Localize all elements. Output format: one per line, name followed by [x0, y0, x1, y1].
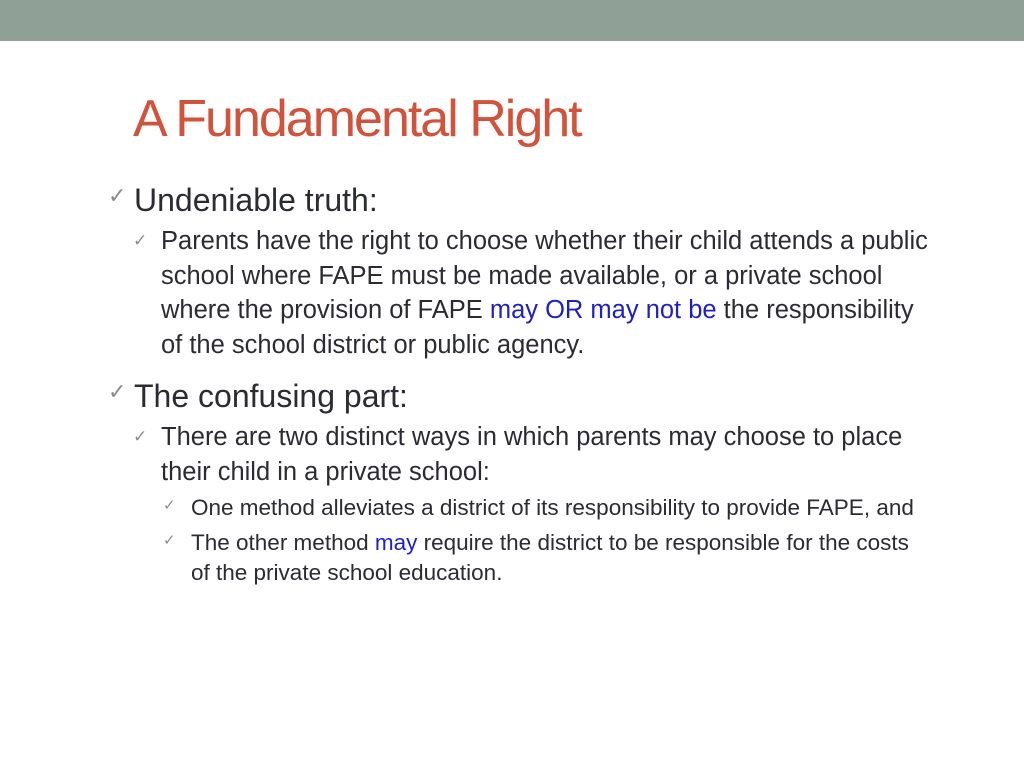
slide-title: A Fundamental Right [133, 90, 581, 148]
bullet-text: Undeniable truth: [134, 182, 378, 218]
checkmark-icon: ✓ [163, 531, 176, 549]
sub-bullet-text: There are two distinct ways in which parents may choose to place their child in a private school: [161, 423, 903, 486]
sub-sub-bullet-text-post: require the district to be responsible for the costs of the private school education. [191, 529, 909, 585]
sub-bullet-text-post: the responsibility of the school district or public agency. [161, 296, 914, 359]
sub-bullet-parents-right [108, 224, 928, 362]
sub-bullet-two-ways [108, 420, 928, 489]
bullet-undeniable-truth [108, 178, 928, 222]
sub-sub-bullet-text-pre: The other method [191, 529, 375, 555]
checkmark-icon: ✓ [163, 497, 176, 514]
sub-sub-bullet-method-two [108, 528, 928, 589]
sub-bullet-text-pre: Parents have the right to choose whether their child attends a public school where FAPE must be made available, or a private school where the provision of FAPE [161, 227, 928, 324]
bullet-text: The confusing part: [134, 378, 408, 414]
checkmark-icon: ✓ [108, 183, 127, 208]
checkmark-icon: ✓ [133, 427, 148, 446]
sub-sub-bullet-text: One method alleviates a district of its responsibility to provide FAPE, and [191, 495, 914, 520]
top-band [0, 0, 1024, 41]
highlighted-text: may [374, 529, 418, 555]
checkmark-icon: ✓ [133, 231, 148, 250]
sub-sub-bullet-method-one [108, 493, 928, 524]
checkmark-icon: ✓ [108, 379, 127, 404]
bullet-confusing-part [108, 374, 928, 418]
highlighted-text: may OR may not be [489, 296, 717, 324]
slide-content [108, 178, 928, 593]
